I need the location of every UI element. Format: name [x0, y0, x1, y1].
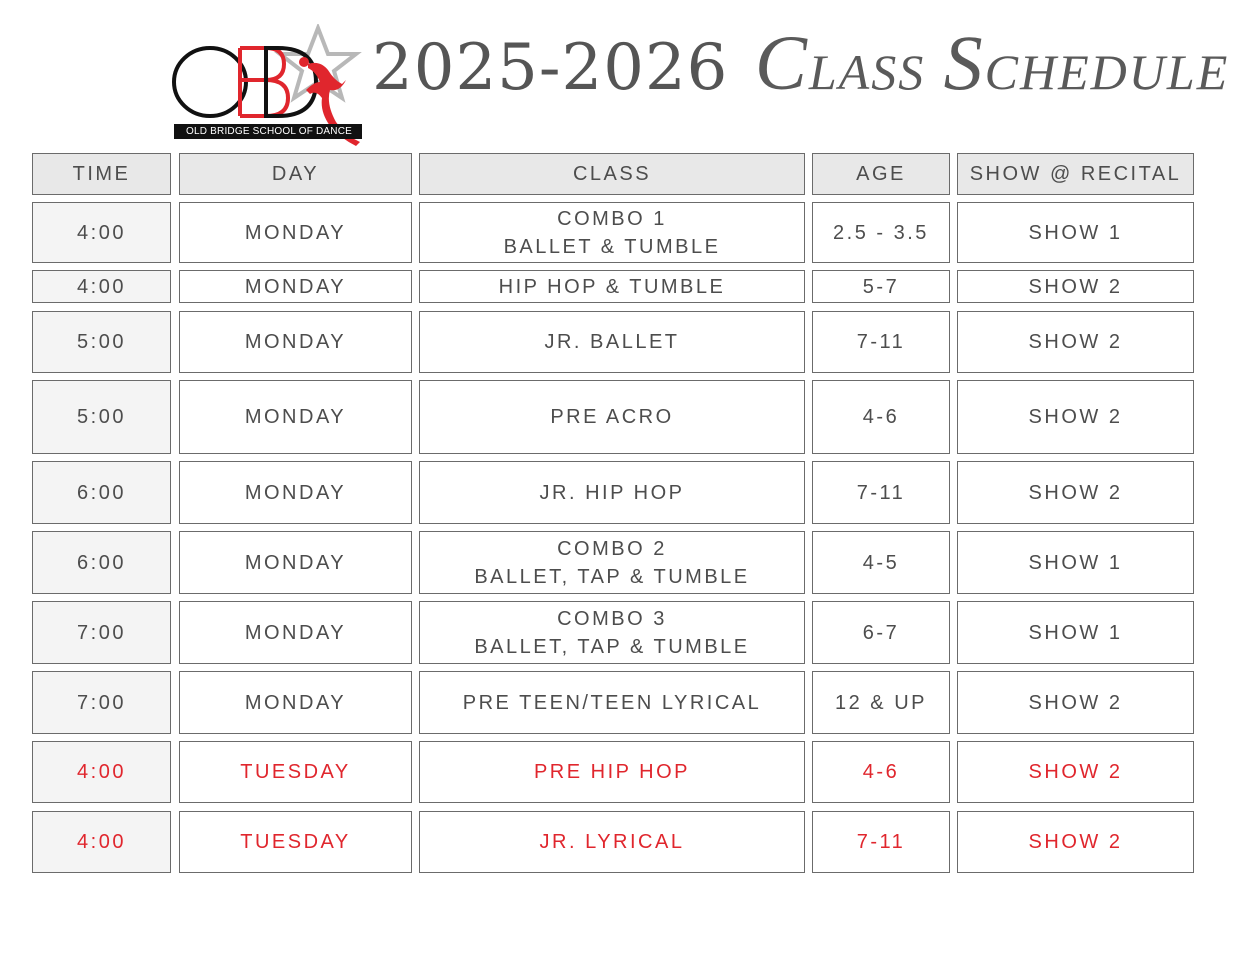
- school-logo: [170, 24, 370, 148]
- title-schedule-rest: CHEDULE: [984, 44, 1230, 100]
- cell-age: 4-5: [812, 531, 950, 594]
- column-header-class: CLASS: [419, 153, 805, 195]
- title-schedule-initial: S: [943, 19, 985, 106]
- cell-show: SHOW 2: [957, 270, 1194, 303]
- cell-time: 7:00: [32, 601, 171, 664]
- cell-show: SHOW 1: [957, 202, 1194, 263]
- cell-class: [419, 380, 805, 454]
- cell-show: SHOW 1: [957, 601, 1194, 664]
- cell-time: 7:00: [32, 671, 171, 734]
- cell-age: 4-6: [812, 741, 950, 803]
- column-header-show: SHOW @ RECITAL: [957, 153, 1194, 195]
- cell-show: SHOW 1: [957, 531, 1194, 594]
- cell-class: [419, 311, 805, 373]
- cell-show: SHOW 2: [957, 461, 1194, 524]
- cell-time: 4:00: [32, 741, 171, 803]
- cell-age: 7-11: [812, 811, 950, 873]
- cell-show: SHOW 2: [957, 811, 1194, 873]
- cell-day: MONDAY: [179, 270, 412, 303]
- class-name: HIP HOP & TUMBLE: [498, 275, 726, 298]
- column-header-age: AGE: [812, 153, 950, 195]
- column-header-day: DAY: [179, 153, 412, 195]
- cell-day: MONDAY: [179, 461, 412, 524]
- title-schedule-word: [943, 19, 1230, 106]
- cell-day: TUESDAY: [179, 811, 412, 873]
- cell-class: [419, 531, 805, 594]
- cell-age: 5-7: [812, 270, 950, 303]
- cell-day: MONDAY: [179, 202, 412, 263]
- cell-show: SHOW 2: [957, 671, 1194, 734]
- title-class-rest: LASS: [808, 44, 926, 100]
- cell-class: [419, 461, 805, 524]
- cell-class: [419, 671, 805, 734]
- class-name: JR. HIP HOP: [539, 481, 685, 504]
- cell-show: SHOW 2: [957, 380, 1194, 454]
- class-name: JR. LYRICAL: [539, 831, 685, 853]
- cell-class: [419, 202, 805, 263]
- cell-age: 6-7: [812, 601, 950, 664]
- cell-time: 4:00: [32, 811, 171, 873]
- cell-time: 6:00: [32, 461, 171, 524]
- cell-day: MONDAY: [179, 671, 412, 734]
- class-name: COMBO 1: [557, 207, 667, 230]
- cell-day: MONDAY: [179, 311, 412, 373]
- class-name: JR. BALLET: [544, 331, 680, 353]
- cell-class: [419, 741, 805, 803]
- cell-time: 4:00: [32, 270, 171, 303]
- logo-caption: OLD BRIDGE SCHOOL OF DANCE: [186, 126, 352, 137]
- cell-show: SHOW 2: [957, 741, 1194, 803]
- title-class-initial: C: [754, 19, 809, 106]
- class-subtitle: BALLET & TUMBLE: [503, 235, 721, 258]
- cell-time: 5:00: [32, 311, 171, 373]
- class-name: PRE TEEN/TEEN LYRICAL: [462, 691, 762, 714]
- class-name: COMBO 3: [557, 607, 667, 630]
- cell-day: MONDAY: [179, 601, 412, 664]
- class-name: PRE ACRO: [550, 406, 674, 428]
- cell-age: 7-11: [812, 461, 950, 524]
- cell-day: MONDAY: [179, 380, 412, 454]
- cell-class: [419, 601, 805, 664]
- cell-age: 12 & UP: [812, 671, 950, 734]
- cell-time: 4:00: [32, 202, 171, 263]
- cell-day: TUESDAY: [179, 741, 412, 803]
- cell-age: 2.5 - 3.5: [812, 202, 950, 263]
- cell-class: [419, 270, 805, 303]
- cell-age: 7-11: [812, 311, 950, 373]
- cell-day: MONDAY: [179, 531, 412, 594]
- page-title: [372, 18, 1229, 108]
- cell-show: SHOW 2: [957, 311, 1194, 373]
- title-years: 2025-2026: [372, 31, 729, 105]
- class-subtitle: BALLET, TAP & TUMBLE: [474, 635, 750, 658]
- title-class-word: [754, 19, 926, 106]
- cell-time: 5:00: [32, 380, 171, 454]
- class-subtitle: BALLET, TAP & TUMBLE: [474, 565, 750, 588]
- cell-class: [419, 811, 805, 873]
- class-name: COMBO 2: [557, 537, 667, 560]
- cell-time: 6:00: [32, 531, 171, 594]
- class-name: PRE HIP HOP: [533, 761, 691, 783]
- column-header-time: TIME: [32, 153, 171, 195]
- cell-age: 4-6: [812, 380, 950, 454]
